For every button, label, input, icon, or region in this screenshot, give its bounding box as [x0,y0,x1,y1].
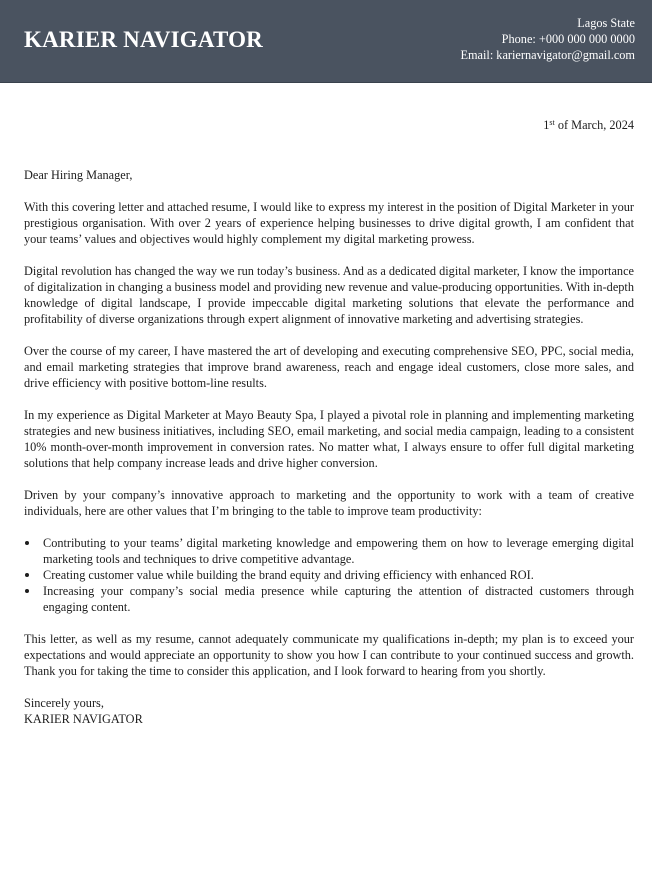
greeting: Dear Hiring Manager, [24,168,133,182]
contact-info [460,15,635,63]
letter-header [0,0,652,83]
date-day: 1 [543,118,550,132]
paragraph-intro: With this covering letter and attached resume, I would like to express my interest in the position of Digital Marketer in your prestigious organisation. With over 2 years of experience helping businesses to drive digital growth, I am confident that your teams’ values and objectives would highly complement my digital marketing prowess. [24,200,634,246]
signature-block [24,695,634,727]
letter-date [543,117,634,133]
list-item: Contributing to your teams’ digital marketing knowledge and empowering them on how to leverage emerging digital marketing tools and techniques to drive competitive advantage. [24,535,634,567]
email-text: Email: kariernavigator@gmail.com [460,48,635,62]
location-text: Lagos State [577,16,635,30]
paragraph-digital-revolution: Digital revolution has changed the way we run today’s business. And as a dedicated digital marketer, I know the importance of digitalization in changing a business model and providing new revenue and value-producing opportunities. With in-depth knowledge of digital landscape, I provide impeccable digital marketing solutions that elevate the performance and profitability of diverse organizations through expert alignment of innovative marketing and advertising strategies. [24,264,634,326]
letter-body [24,167,634,727]
signoff-text: Sincerely yours, [24,696,104,710]
list-item: Increasing your company’s social media presence while capturing the attention of distracted customers through engaging content. [24,583,634,615]
date-rest: of March, 2024 [554,118,634,132]
values-list [24,535,634,615]
paragraph-closing: This letter, as well as my resume, cannot adequately communicate my qualifications in-depth; my plan is to exceed your expectations and would appreciate an opportunity to show you how I can contribute to your continued success and growth. Thank you for taking the time to consider this application, and I look forward to hearing from you shortly. [24,632,634,678]
paragraph-values-intro: Driven by your company’s innovative approach to marketing and the opportunity to work with a team of creative individuals, here are other values that I’m bringing to the table to improve team productivity: [24,488,634,518]
signature-name: KARIER NAVIGATOR [24,712,143,726]
paragraph-career: Over the course of my career, I have mastered the art of developing and executing comprehensive SEO, PPC, social media, and email marketing strategies that improve brand awareness, reach and engage ideal customers, close more sales, and drive efficiency with positive bottom-line results. [24,344,634,390]
paragraph-experience: In my experience as Digital Marketer at Mayo Beauty Spa, I played a pivotal role in planning and implementing marketing strategies and new business initiatives, including SEO, email marketing, and social media campaign, leading to a consistent 10% month-over-month improvement in conversion rates. No matter what, I always ensure to offer full digital marketing solutions that help company increase leads and drive higher conversion. [24,408,634,470]
date-suffix: st [549,118,555,127]
applicant-name: KARIER NAVIGATOR [24,27,263,52]
list-item: Creating customer value while building the brand equity and driving efficiency with enhanced ROI. [24,567,634,583]
phone-text: Phone: +000 000 000 0000 [501,32,635,46]
